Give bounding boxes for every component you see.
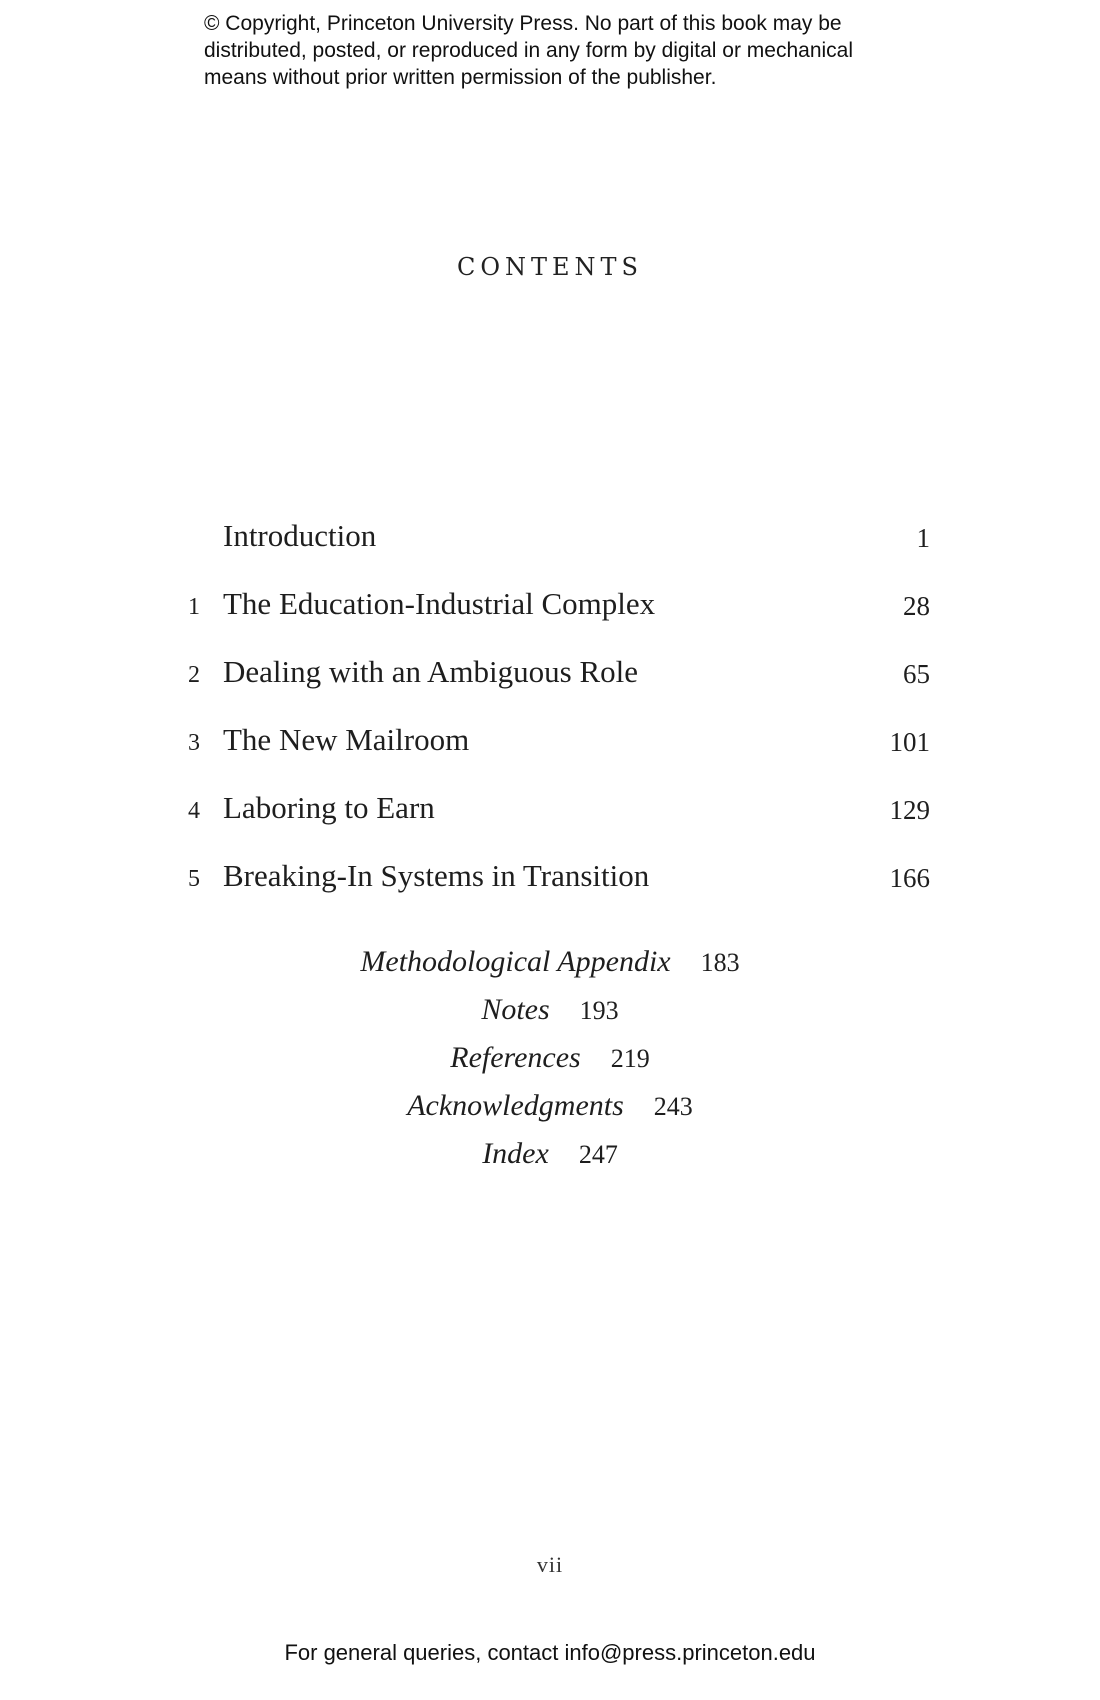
copyright-line: means without prior written permission of the publisher.	[204, 66, 717, 89]
page-number: 247	[578, 1140, 618, 1169]
chapter-number: 4	[188, 798, 200, 824]
chapter-title: Breaking-In Systems in Transition	[223, 858, 650, 893]
page-number: 193	[579, 996, 619, 1025]
chapter-number: 5	[188, 866, 200, 892]
toc-entry[interactable]	[170, 650, 930, 694]
toc-entry[interactable]	[170, 786, 930, 830]
page-number: 219	[610, 1044, 650, 1073]
back-matter-title: References	[450, 1041, 581, 1074]
page-number: 1	[916, 523, 930, 553]
back-matter-entry[interactable]	[0, 1086, 1100, 1127]
toc-entry[interactable]	[170, 854, 930, 898]
folio-page-number: vii	[536, 1552, 564, 1577]
back-matter-title: Methodological Appendix	[360, 945, 671, 978]
toc-entry[interactable]	[170, 514, 930, 558]
page-number: 28	[903, 591, 930, 621]
copyright-notice	[204, 10, 924, 91]
back-matter-entry[interactable]	[0, 942, 1100, 983]
footer-contact: For general queries, contact info@press.princeton.edu	[284, 1640, 816, 1665]
page-number: 183	[700, 948, 740, 977]
back-matter-title: Acknowledgments	[407, 1089, 624, 1122]
page-number: 129	[889, 795, 930, 825]
chapter-title: The Education-Industrial Complex	[223, 586, 656, 621]
back-matter-entry[interactable]	[0, 990, 1100, 1031]
copyright-line: distributed, posted, or reproduced in any form by digital or mechanical	[204, 39, 854, 62]
toc-entry[interactable]	[170, 582, 930, 626]
page-number: 243	[653, 1092, 693, 1121]
back-matter-title: Notes	[481, 993, 550, 1026]
chapter-number: 1	[188, 594, 200, 620]
toc-entry[interactable]	[170, 718, 930, 762]
page-title: CONTENTS	[456, 253, 643, 281]
back-matter-title: Index	[482, 1137, 549, 1170]
chapter-title: Introduction	[223, 518, 377, 553]
chapter-title: Dealing with an Ambiguous Role	[223, 654, 639, 689]
chapter-number: 2	[188, 662, 200, 688]
page-number: 101	[889, 727, 930, 757]
back-matter-entry[interactable]	[0, 1038, 1100, 1079]
chapter-title: The New Mailroom	[223, 722, 470, 757]
chapter-title: Laboring to Earn	[223, 790, 435, 825]
page-number: 65	[903, 659, 930, 689]
copyright-line: © Copyright, Princeton University Press. No part of this book may be	[204, 12, 842, 35]
page-number: 166	[889, 863, 930, 893]
back-matter-entry[interactable]	[0, 1134, 1100, 1175]
chapter-number: 3	[188, 730, 200, 756]
